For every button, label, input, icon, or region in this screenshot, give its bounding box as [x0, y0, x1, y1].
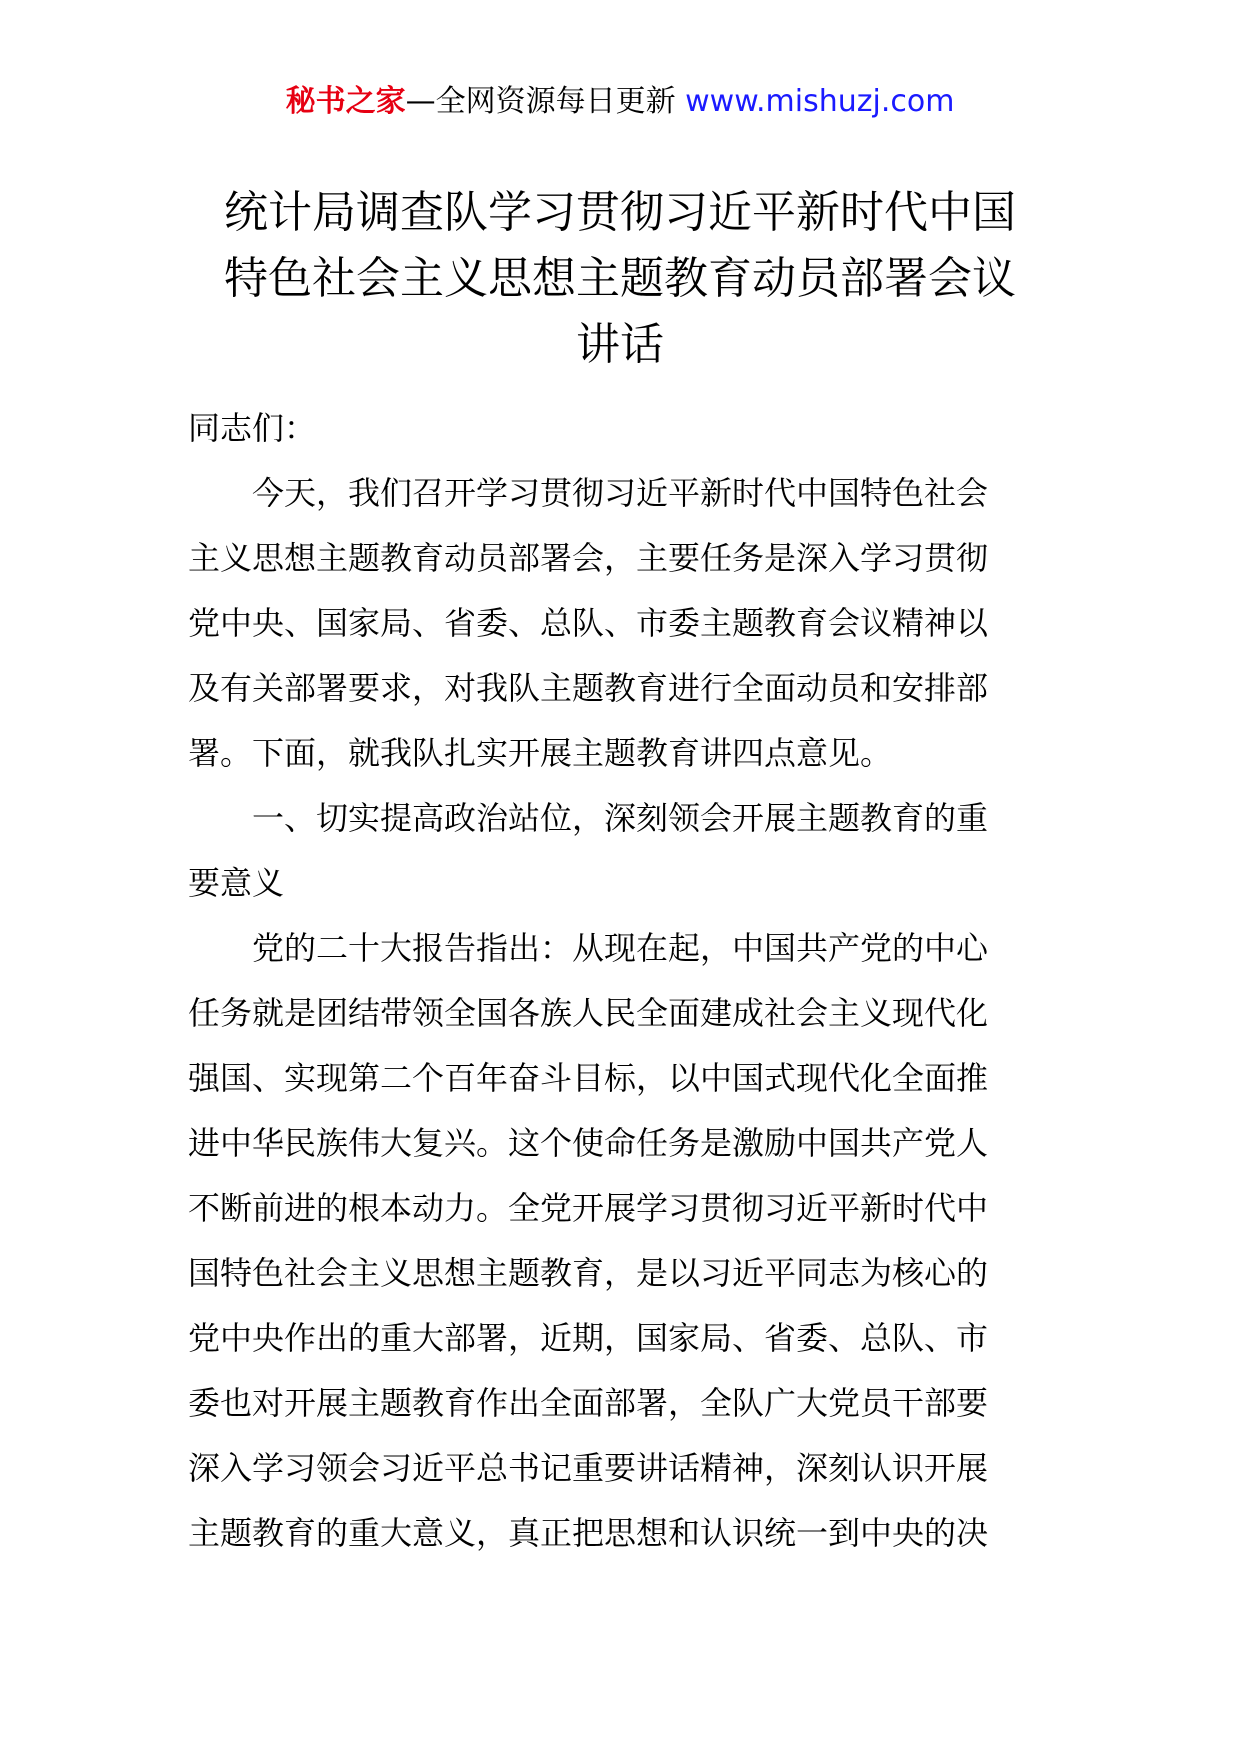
body-line: 党的二十大报告指出：从现在起，中国共产党的中心: [188, 929, 989, 967]
body-line: 今天，我们召开学习贯彻习近平新时代中国特色社会: [188, 474, 989, 512]
section-heading-line: 一、切实提高政治站位，深刻领会开展主题教育的重: [188, 799, 989, 837]
title-line: 特色社会主义思想主题教育动员部署会议: [224, 253, 1016, 304]
body-line: 进中华民族伟大复兴。这个使命任务是激励中国共产党人: [188, 1124, 989, 1162]
site-header: [0, 80, 1240, 124]
body-line: 主义思想主题教育动员部署会，主要任务是深入学习贯彻: [188, 539, 989, 577]
body-line: 党中央、国家局、省委、总队、市委主题教育会议精神以: [188, 604, 989, 642]
body-line: 委也对开展主题教育作出全面部署，全队广大党员干部要: [188, 1384, 989, 1422]
site-brand: 秘书之家: [285, 84, 406, 119]
section-heading-line: 要意义: [188, 864, 285, 902]
body-line: 不断前进的根本动力。全党开展学习贯彻习近平新时代中: [188, 1189, 989, 1227]
title-line: 统计局调查队学习贯彻习近平新时代中国: [224, 187, 1016, 238]
body-line: 及有关部署要求，对我队主题教育进行全面动员和安排部: [188, 669, 989, 707]
body-line: 主题教育的重大意义，真正把思想和认识统一到中央的决: [188, 1514, 989, 1552]
document-body: [188, 396, 1048, 1566]
document-title: [180, 180, 1060, 378]
body-line: 党中央作出的重大部署，近期，国家局、省委、总队、市: [188, 1319, 989, 1357]
body-line: 国特色社会主义思想主题教育，是以习近平同志为核心的: [188, 1254, 989, 1292]
body-line: 强国、实现第二个百年奋斗目标，以中国式现代化全面推: [188, 1059, 989, 1097]
title-line: 讲话: [576, 319, 664, 370]
body-line: 任务就是团结带领全国各族人民全面建成社会主义现代化: [188, 994, 989, 1032]
site-tagline: —全网资源每日更新: [405, 84, 676, 119]
body-line: 署。下面，就我队扎实开展主题教育讲四点意见。: [188, 734, 893, 772]
salutation: 同志们：: [188, 409, 317, 447]
site-url-link[interactable]: www.mishuzj.com: [685, 84, 955, 119]
body-line: 深入学习领会习近平总书记重要讲话精神，深刻认识开展: [188, 1449, 989, 1487]
